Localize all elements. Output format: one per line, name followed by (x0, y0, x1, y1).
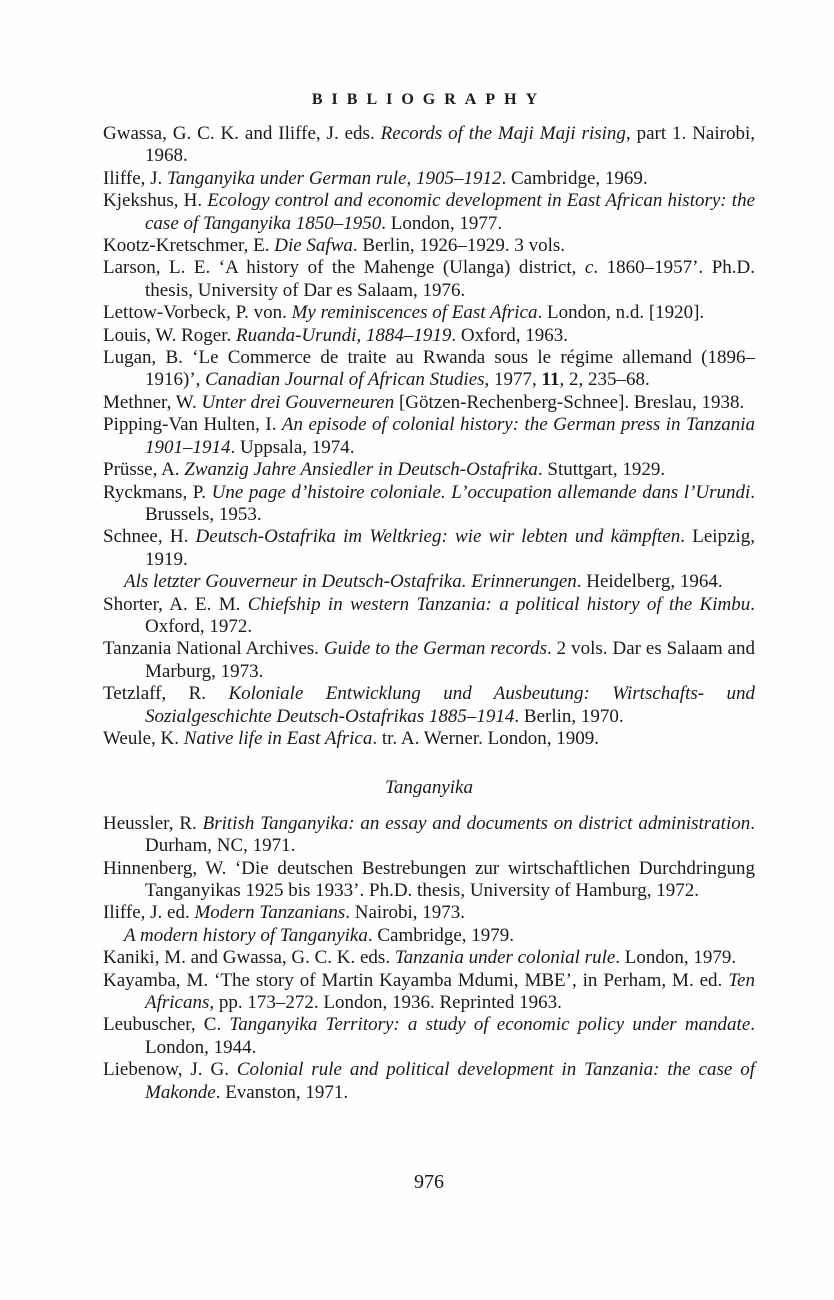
entry-text-roman: . Uppsala, 1974. (230, 436, 355, 458)
entry-text-roman: . Evanston, 1971. (215, 1081, 349, 1103)
entry-text-roman: Tetzlaff, R. (103, 683, 229, 705)
entry-text-italic: Ruanda-Urundi, 1884–1919 (236, 324, 452, 346)
bibliography-entry (103, 459, 755, 481)
bibliography-entry (103, 947, 755, 969)
entry-text-italic: c (584, 257, 594, 279)
entry-text-bold: 11 (541, 369, 560, 391)
entry-text-roman: Kjekshus, H. (103, 190, 208, 212)
entry-text-italic: Colonial rule and political development in Tanzania: the case of Makonde (145, 1059, 755, 1103)
entry-text-roman: Methner, W. (103, 391, 202, 413)
bibliography-entry (103, 925, 755, 947)
entry-text-italic: Une page d’histoire coloniale. L’occupation allemande dans l’Urundi (211, 481, 751, 503)
entry-text-roman: Leubuscher, C. (103, 1014, 230, 1036)
page-number: 976 (414, 1171, 444, 1193)
entry-text-roman: Tanzania National Archives. (103, 638, 324, 660)
entry-text-roman: Louis, W. Roger. (103, 324, 237, 346)
entry-text-roman: . London, 1944. (145, 1014, 756, 1058)
entry-text-roman: Larson, L. E. ‘A history of the Mahenge (Ulanga) district, (103, 257, 585, 279)
entry-text-roman: Lettow-Vorbeck, P. von. (103, 302, 292, 324)
entry-text-roman: Schnee, H. (103, 526, 196, 548)
entry-text-roman: , 1977, (484, 369, 542, 391)
entry-text-italic: A modern history of Tanganyika (124, 924, 368, 946)
bibliography-entry (103, 257, 755, 302)
bibliography-entry (103, 414, 755, 459)
entry-text-roman: . Oxford, 1963. (451, 324, 568, 346)
text-block (103, 0, 755, 1104)
entry-text-roman: Pipping-Van Hulten, I. (103, 414, 282, 436)
entry-text-roman: , 2, 235–68. (559, 369, 650, 391)
bibliography-entry (103, 683, 755, 728)
bibliography-entry (103, 902, 755, 924)
bibliography-entry (103, 571, 755, 593)
entry-text-italic: Native life in East Africa (183, 727, 373, 749)
entry-text-roman: . Leipzig, 1919. (145, 526, 756, 570)
entry-text-italic: Zwanzig Jahre Ansiedler in Deutsch-Ostafrika (184, 459, 538, 481)
entry-text-roman: . tr. A. Werner. London, 1909. (372, 727, 599, 749)
entry-text-roman: . Heidelberg, 1964. (576, 571, 723, 593)
entry-text-roman: . Nairobi, 1973. (345, 902, 466, 924)
bibliography-entry (103, 1059, 755, 1104)
entry-text-italic: Canadian Journal of African Studies (205, 369, 485, 391)
entry-text-roman: Kootz-Kretschmer, E. (103, 235, 275, 257)
entry-text-roman: Prüsse, A. (103, 459, 185, 481)
entry-text-roman: Ryckmans, P. (103, 481, 212, 503)
entry-text-roman: . London, 1979. (615, 947, 737, 969)
entry-text-roman: Weule, K. (103, 727, 184, 749)
entry-text-italic: Ecology control and economic development in East African history: the case of Tanganyika 1850–1950 (145, 190, 756, 234)
entry-text-roman: . Stuttgart, 1929. (537, 459, 666, 481)
entry-text-italic: Records of the Maji Maji rising (380, 123, 626, 144)
bibliography-entry (103, 482, 755, 527)
entry-text-roman: Gwassa, G. C. K. and Iliffe, J. eds. (103, 123, 381, 144)
entry-text-italic: Unter drei Gouverneuren (201, 391, 395, 413)
entry-text-roman: Iliffe, J. (103, 167, 168, 189)
entry-text-italic: Guide to the German records (323, 638, 547, 660)
bibliography-entry (103, 858, 755, 903)
entry-text-italic: Deutsch-Ostafrika im Weltkrieg: wie wir lebten und kämpften (195, 526, 681, 548)
bibliography-entry (103, 325, 755, 347)
entry-text-italic: Tanganyika under German rule, 1905–1912 (167, 167, 502, 189)
entry-text-roman: . Cambridge, 1979. (367, 924, 515, 946)
entry-text-italic: Tanganyika Territory: a study of economic policy under mandate (229, 1014, 751, 1036)
entry-text-italic: Ten Africans (145, 969, 755, 1014)
entry-text-italic: An episode of colonial history: the German press in Tanzania 1901–1914 (145, 414, 756, 458)
bibliography-section-tanganyika (103, 813, 755, 1104)
bibliography-entry (103, 526, 755, 571)
entry-text-italic: Als letzter Gouverneur in Deutsch-Ostafrika. Erinnerungen (124, 571, 577, 593)
bibliography-section-general (103, 123, 755, 750)
entry-text-roman: . 1860–1957’. Ph.D. thesis, University of Dar es Salaam, 1976. (145, 257, 755, 301)
entry-text-italic: Chiefship in western Tanzania: a political history of the Kimbu (247, 593, 751, 615)
bibliography-entry (103, 347, 755, 392)
entry-text-roman: . Cambridge, 1969. (501, 167, 648, 189)
entry-text-italic: Koloniale Entwicklung und Ausbeutung: Wirtschafts- und Sozialgeschichte Deutsch-Ostafrikas 1885–1914 (145, 683, 755, 727)
entry-text-roman: . Durham, NC, 1971. (145, 812, 755, 857)
entry-text-roman: Shorter, A. E. M. (103, 593, 248, 615)
entry-text-roman: [Götzen-Rechenberg-Schnee]. Breslau, 1938. (394, 391, 745, 413)
entry-text-roman: , part 1. Nairobi, 1968. (145, 123, 755, 167)
entry-text-roman: Kaniki, M. and Gwassa, G. C. K. eds. (103, 947, 395, 969)
entry-text-roman: Kayamba, M. ‘The story of Martin Kayamba Mdumi, MBE’, in Perham, M. ed. (103, 969, 729, 991)
entry-text-roman: Hinnenberg, W. ‘Die deutschen Bestrebungen zur wirtschaftlichen Durchdringung Tanganyikas 1925 bis 1933’. Ph.D. thesis, University of Hamburg, 1972. (103, 857, 755, 901)
bibliography-entry (103, 813, 755, 858)
bibliography-entry (103, 168, 755, 190)
entry-text-roman: . London, 1977. (381, 212, 503, 234)
bibliography-entry (103, 302, 755, 324)
entry-text-roman: Liebenow, J. G. (103, 1059, 237, 1081)
bibliography-entry (103, 235, 755, 257)
bibliography-entry (103, 728, 755, 750)
bibliography-entry (103, 638, 755, 683)
bibliography-entry (103, 970, 755, 1015)
entry-text-roman: . Oxford, 1972. (145, 593, 755, 637)
entry-text-roman: . Brussels, 1953. (145, 481, 755, 525)
entry-text-roman: Iliffe, J. ed. (103, 902, 195, 924)
entry-text-roman: Lugan, B. ‘Le Commerce de traite au Rwanda sous le régime allemand (1896–1916)’, (103, 347, 755, 391)
entry-text-roman: Heussler, R. (103, 812, 203, 834)
entry-text-italic: Die Safwa (274, 235, 353, 257)
bibliography-entry (103, 392, 755, 414)
bibliography-entry (103, 190, 755, 235)
entry-text-roman: , pp. 173–272. London, 1936. Reprinted 1963. (209, 992, 562, 1014)
entry-text-italic: My reminiscences of East Africa (291, 302, 538, 324)
bibliography-entry (103, 1014, 755, 1059)
entry-text-roman: . London, n.d. [1920]. (537, 302, 705, 324)
entry-text-roman: . Berlin, 1970. (514, 705, 624, 727)
entry-text-italic: Modern Tanzanians (194, 902, 346, 924)
entry-text-roman: . 2 vols. Dar es Salaam and Marburg, 1973. (145, 638, 755, 682)
entry-text-roman: . Berlin, 1926–1929. 3 vols. (352, 235, 566, 257)
entry-text-italic: Tanzania under colonial rule (394, 947, 616, 969)
section-heading-tanganyika: Tanganyika (385, 777, 473, 799)
page-header: BIBLIOGRAPHY (311, 91, 547, 108)
entry-text-italic: British Tanganyika: an essay and documents on district administration (202, 812, 751, 834)
bibliography-entry (103, 594, 755, 639)
bibliography-entry (103, 123, 755, 168)
